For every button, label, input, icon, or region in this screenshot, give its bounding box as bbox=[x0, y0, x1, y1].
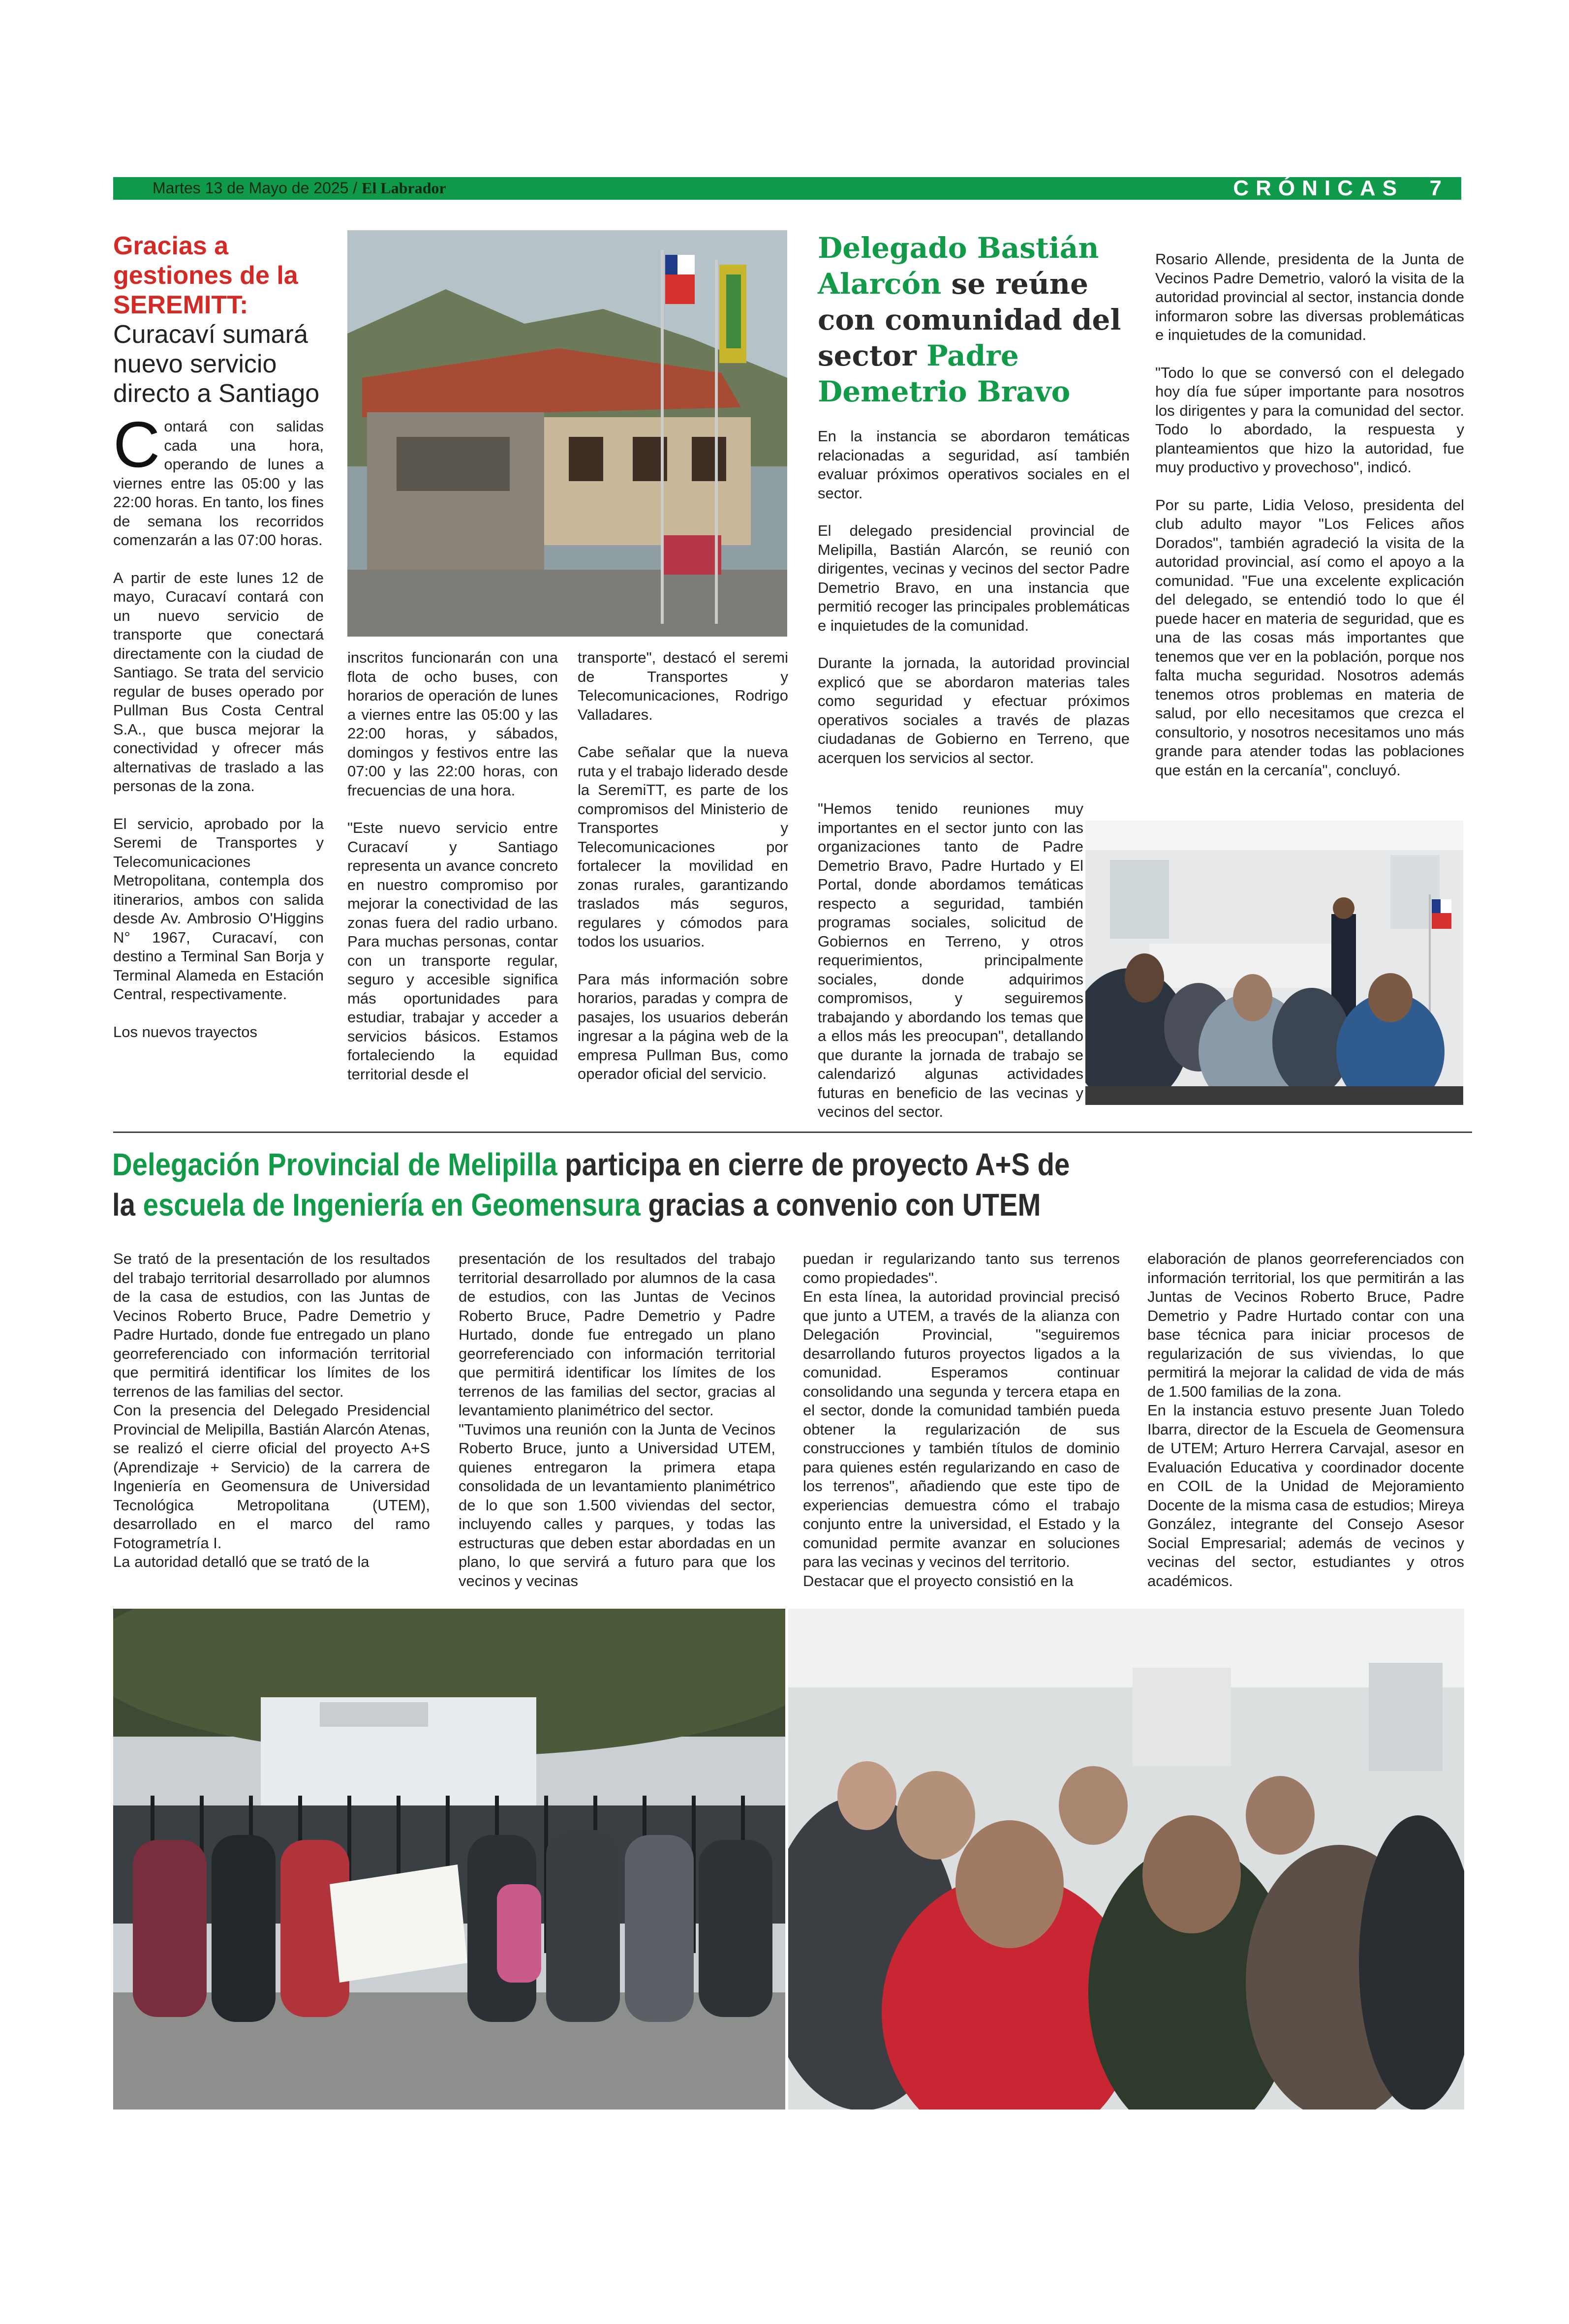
article2-col2 bbox=[1155, 250, 1464, 780]
issue-date: Martes 13 de Mayo de 2025 bbox=[153, 179, 349, 197]
section-divider bbox=[113, 1131, 1472, 1133]
article2-paragraph: "Hemos tenido reuniones muy importantes en el sector junto con las organizaciones tanto de Padre Demetrio Bravo, Padre Hurtado y El Portal, donde abordamos temáticas respecto a seguridad, también programas sociales, solicitud de Gobiernos en Terreno, y otros requerimientos, principalmente sociales, donde adquirimos compromisos, y seguiremos trabajando y abordando los temas que a ellos más les preocupan", detallando que durante la jornada de trabajo se calendarizó algunas actividades futuras en beneficio de las vecinas y vecinos del sector. bbox=[818, 800, 1083, 1120]
article2-headline: Delegado Bastián Alarcón se reúne con comunidad del sector Padre Demetrio Bravo bbox=[818, 231, 1121, 408]
article1-headline-red: Gracias a gestiones de la SEREMITT: bbox=[113, 232, 298, 319]
article2-paragraph: En la instancia se abordaron temáticas relacionadas a seguridad, así también evaluar próximos operativos sociales en el sector. bbox=[818, 428, 1130, 502]
article1-paragraph: Para más información sobre horarios, paradas y compra de pasajes, los usuarios deberán ingresar a la página web de la empresa Pullman Bus, como operador oficial del servicio. bbox=[578, 970, 788, 1082]
article3-paragraph: Destacar que el proyecto consistió en la bbox=[803, 1572, 1074, 1590]
article3-paragraph: "Tuvimos una reunión con la Junta de Vecinos Roberto Bruce, junto a Universidad UTEM, quienes entregaron la primera etapa consolidada de un levantamiento planimétrico de lo que son 1.500 viviendas del sector, incluyendo calles y parques, y todas las estructuras que deben estar abordadas en un plano, lo que servirá a futuro para que los vecinos y vecinas bbox=[459, 1420, 775, 1590]
photo-curacavi-building bbox=[347, 230, 787, 637]
article3-paragraph: Con la presencia del Delegado Presidencial Provincial de Melipilla, Bastián Alarcón Atenas, se realizó el cierre oficial del proyecto A+S (Aprendizaje + Servicio) de la carrera de Ingeniería en Geomensura de Universidad Tecnológica Metropolitana (UTEM), desarrollado en el marco del ramo Fotogrametría I. bbox=[113, 1402, 430, 1552]
article3-col3 bbox=[803, 1250, 1120, 1590]
article1-col1: Contará con salidas cada una hora, operando de lunes a viernes entre las 05:00 y las 22:00 horas. En tanto, los fines de semana los recorridos comenzarán a las 07:00 horas. A partir de este lunes 12 de mayo, Curacaví contará con un nuevo servicio de transporte que conectará directamente con la ciudad de Santiago. Se trata del servicio regular de buses operado por Pullman Bus Costa Central S.A., que busca mejorar la conectividad y ofrecer más alternativas de traslado a las personas de la zona. El servicio, aprobado por la Seremi de Transportes y Telecomunicaciones Metropolitana, contempla dos itinerarios, ambos con salida desde Av. Ambrosio O'Higgins N° 1967, Curacaví, con destino a Terminal San Borja y Terminal Alameda en Estación Central, respectivamente. Los nuevos trayectos bbox=[113, 417, 324, 1041]
article1-paragraph: Los nuevos trayectos bbox=[113, 1023, 257, 1040]
article1-col2 bbox=[347, 648, 558, 1084]
page-number: 7 bbox=[1429, 176, 1448, 200]
article2-paragraph: Por su parte, Lidia Veloso, presidenta del club adulto mayor "Los Felices años Dorados", también agradeció la visita de la autoridad provincial, así como el apoyo a la comunidad. "Fue una excelente explicación del delegado, se entendió todo lo que él puede hacer en materia de seguridad, que es una de las cosas más importantes que tenemos que ver en la población, porque nos falta mucha seguridad. Nosotros además tenemos otros problemas en materia de salud, por ello necesitamos que crezca el consultorio, y nosotros necesitamos uno más grande para atender todas las poblaciones que están en la cercanía", concluyó. bbox=[1155, 496, 1464, 779]
article2-paragraph: Rosario Allende, presidenta de la Junta de Vecinos Padre Demetrio, valoró la visita de la autoridad provincial al sector, instancia donde informaron sobre las diversas problemáticas e inquietudes de la comunidad. bbox=[1155, 250, 1464, 343]
article1-paragraph: El servicio, aprobado por la Seremi de Transportes y Telecomunicaciones Metropolitana, contempla dos itinerarios, ambos con salida desde Av. Ambrosio O'Higgins N° 1967, Curacaví, con destino a Terminal San Borja y Terminal Alameda en Estación Central, respectivamente. bbox=[113, 815, 324, 1003]
article3-paragraph: puedan ir regularizando tanto sus terrenos como propiedades". bbox=[803, 1250, 1120, 1286]
article1-paragraph: transporte", destacó el seremi de Transportes y Telecomunicaciones, Rodrigo Valladares. bbox=[578, 649, 788, 723]
article3-paragraph: Se trató de la presentación de los resultados del trabajo territorial desarrollado por alumnos de la casa de estudios, con las Juntas de Vecinos Roberto Bruce, Padre Demetrio y Padre Hurtado, donde fue entregado un plano georreferenciado con información territorial que permitirá identificar los límites de los terrenos de las familias del sector. bbox=[113, 1250, 430, 1400]
article3-paragraph: En la instancia estuvo presente Juan Toledo Ibarra, director de la Escuela de Geomensura de UTEM; Arturo Herrera Carvajal, asesor en Evaluación Educativa y coordinador docente en COIL de la Unidad de Mejoramiento Docente de la misma casa de estudios; Mireya González, integrante del Consejo Asesor Social Empresarial; además de vecinos y vecinas del sector, estudiantes y otros académicos. bbox=[1147, 1402, 1464, 1590]
photo-community-meeting bbox=[1085, 821, 1463, 1105]
article2-paragraph: El delegado presidencial provincial de Melipilla, Bastián Alarcón, se reunió con dirigentes, vecinas y vecinos del sector Padre Demetrio Bravo, en una instancia que permitió recoger las principales problemáticas e inquietudes de la comunidad. bbox=[818, 522, 1130, 634]
section-name: CRÓNICAS bbox=[1233, 176, 1404, 200]
article1-headline-sub: Curacaví sumará nuevo servicio directo a Santiago bbox=[113, 320, 320, 408]
article3-col1 bbox=[113, 1250, 430, 1572]
article2-paragraph: Durante la jornada, la autoridad provincial explicó que se abordaron materias tales como seguridad y efectuar próximos operativos sociales a través de plazas ciudadanas de Gobierno en Terreno, que acerquen los servicios al sector. bbox=[818, 654, 1130, 766]
article2-paragraph: "Todo lo que se conversó con el delegado hoy día fue súper importante para nosotros los dirigentes y para la comunidad del sector. Todo lo abordado, la respuesta y planteamientos que hizo la autoridad, fue muy productivo y provechoso", indicó. bbox=[1155, 364, 1464, 476]
newspaper-name: El Labrador bbox=[362, 179, 446, 197]
header-date-line: Martes 13 de Mayo de 2025 / El Labrador bbox=[153, 179, 446, 197]
article2-col1 bbox=[818, 427, 1130, 786]
article3-paragraph: presentación de los resultados del trabajo territorial desarrollado por alumnos de la casa de estudios, con las Juntas de Vecinos Roberto Bruce, Padre Demetrio y Padre Hurtado, donde fue entregado un plano georreferenciado con información territorial que permitirá identificar los límites de los terrenos de las familias del sector, gracias al levantamiento planimétrico del sector. bbox=[459, 1250, 775, 1419]
article1-headline bbox=[113, 231, 330, 408]
article3-paragraph: En esta línea, la autoridad provincial precisó que junto a UTEM, a través de la alianza con Delegación Provincial, "seguiremos desarrollando futuros proyectos ligados a la comunidad. Esperamos continuar consolidando una segunda y tercera etapa en el sector, donde la comunidad también pueda obtener la regularización de sus construcciones y también títulos de dominio para quienes estén regularizando en caso de los terrenos", añadiendo que este tipo de experiencias demuestra cómo el trabajo conjunto entre la universidad, el Estado y la comunidad permite avanzar en soluciones para las vecinas y vecinos del territorio. bbox=[803, 1288, 1120, 1570]
article3-paragraph: elaboración de planos georreferenciados con información territorial, los que permitirán a las Juntas de Vecinos Roberto Bruce, Padre Demetrio y Padre Hurtado contar con una base técnica para iniciar procesos de regularización de sus viviendas, lo que permitirá la mejorar la calidad de vida de más de 1.500 familias de la zona. bbox=[1147, 1250, 1464, 1400]
article1-paragraph: "Este nuevo servicio entre Curacaví y Santiago representa un avance concreto en nuestro compromiso por mejorar la conectividad de las zonas fuera del radio urbano. Para muchas personas, contar con un transporte regular, seguro y accesible significa más oportunidades para estudiar, trabajar y acceder a servicios básicos. Estamos fortaleciendo la equidad territorial desde el bbox=[347, 819, 558, 1083]
article3-headline: Delegación Provincial de Melipilla participa en cierre de proyecto A+S de la escuela de Ingeniería en Geomensura gracias a convenio con UTEM bbox=[112, 1147, 1070, 1223]
article1-col3 bbox=[578, 648, 788, 1102]
article1-paragraph: A partir de este lunes 12 de mayo, Curacaví contará con un nuevo servicio de transporte que conectará directamente con la ciudad de Santiago. Se trata del servicio regular de buses operado por Pullman Bus Costa Central S.A., que busca mejorar la conectividad y ofrecer más alternativas de traslado a las personas de la zona. bbox=[113, 569, 324, 795]
article2-col1-quote bbox=[818, 799, 1083, 1122]
article3-col4 bbox=[1147, 1250, 1464, 1590]
photo-group-with-plan bbox=[113, 1609, 785, 2110]
article1-paragraph: inscritos funcionarán con una flota de ocho buses, con horarios de operación de lunes a viernes entre las 05:00 y las 22:00 horas, y sábados, domingos y festivos entre las 07:00 y las 22:00 horas, con frecuencias de una hora. bbox=[347, 649, 558, 799]
dropcap: C bbox=[113, 408, 160, 481]
photo-audience bbox=[788, 1609, 1464, 2110]
section-label bbox=[1233, 176, 1448, 201]
article3-paragraph: La autoridad detalló que se trató de la bbox=[113, 1553, 369, 1570]
article3-col2 bbox=[459, 1250, 775, 1590]
article1-paragraph: Cabe señalar que la nueva ruta y el trabajo liderado desde la SeremiTT, es parte de los compromisos del Ministerio de Transportes y Telecomunicaciones por fortalecer la movilidad en zonas rurales, garantizando traslados más seguros, regulares y cómodos para todos los usuarios. bbox=[578, 743, 788, 950]
